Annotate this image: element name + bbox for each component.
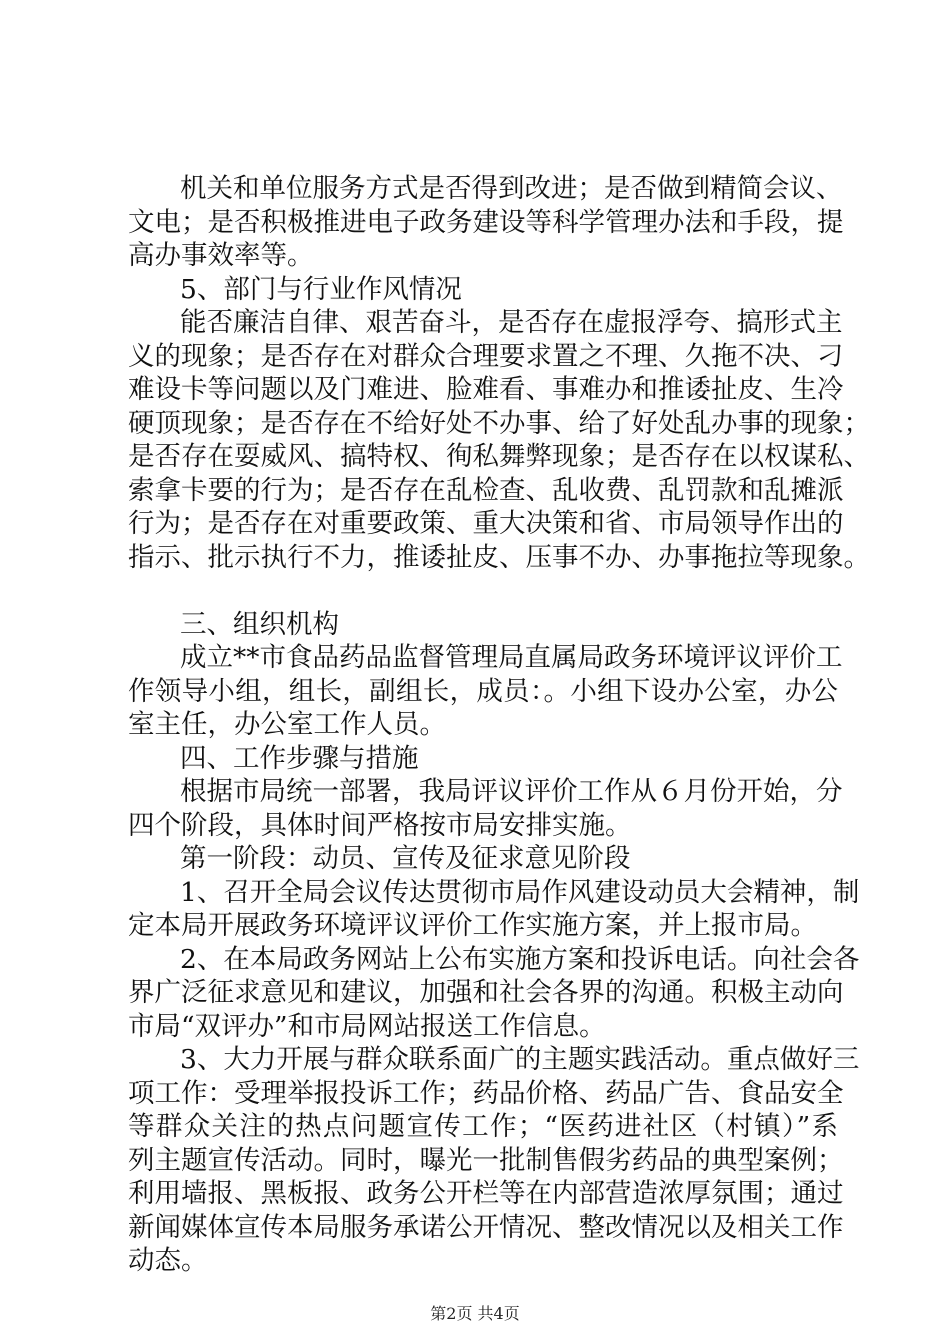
paragraph-line: 高办事效率等。 [128,240,314,271]
paragraph-line: 2、在本局政务网站上公布实施方案和投诉电话。向社会各 [180,943,860,975]
paragraph-line: 市局“双评办”和市局网站报送工作信息。 [128,1010,606,1042]
paragraph-line: 指示、批示执行不力，推诿扯皮、压事不办、办事拖拉等现象。 [128,541,870,573]
paragraph-line: 义的现象；是否存在对群众合理要求置之不理、久拖不决、刁 [128,340,844,372]
paragraph-line: 四个阶段，具体时间严格按市局安排实施。 [128,809,632,841]
section-heading: 四、工作步骤与措施 [180,742,419,774]
paragraph-line: 是否存在耍威风、搞特权、徇私舞弊现象；是否存在以权谋私、 [128,441,870,472]
paragraph-line: 定本局开展政务环境评议评价工作实施方案，并上报市局。 [128,910,817,941]
section-heading: 三、组织机构 [180,608,339,640]
paragraph-line: 文电；是否积极推进电子政务建设等科学管理办法和手段，提 [128,206,844,238]
paragraph-line: 作领导小组，组长，副组长，成员：。小组下设办公室，办公 [128,675,838,707]
paragraph-line: 室主任，办公室工作人员。 [128,709,446,740]
paragraph-line: 难设卡等问题以及门难进、脸难看、事难办和推诿扯皮、生冷 [128,374,844,405]
paragraph-line: 硬顶现象；是否存在不给好处不办事、给了好处乱办事的现象； [128,407,870,439]
paragraph-line: 界广泛征求意见和建议，加强和社会各界的沟通。积极主动向 [128,977,844,1008]
paragraph-line: 能否廉洁自律、艰苦奋斗，是否存在虚报浮夸、搞形式主 [180,307,843,338]
paragraph-line: 机关和单位服务方式是否得到改进；是否做到精简会议、 [180,173,843,204]
paragraph-line: 成立**市食品药品监督管理局直属局政务环境评议评价工 [180,642,843,673]
paragraph-line: 等群众关注的热点问题宣传工作；“医药进社区（村镇）”系 [128,1111,838,1142]
section-heading: 5、部门与行业作风情况 [180,273,462,305]
blank-line [128,574,838,608]
paragraph-line: 项工作：受理举报投诉工作；药品价格、药品广告、食品安全 [128,1077,844,1109]
document-body [128,172,870,1278]
paragraph-line: 3、大力开展与群众联系面广的主题实践活动。重点做好三 [180,1044,860,1075]
paragraph-line: 索拿卡要的行为；是否存在乱检查、乱收费、乱罚款和乱摊派 [128,474,844,506]
paragraph-line: 利用墙报、黑板报、政务公开栏等在内部营造浓厚氛围；通过 [128,1178,844,1209]
page-number-footer: 第2页 共4页 [430,1304,520,1323]
paragraph-line: 根据市局统一部署，我局评议评价工作从６月份开始，分 [180,776,843,807]
paragraph-line: 列主题宣传活动。同时，曝光一批制售假劣药品的典型案例； [128,1144,844,1176]
paragraph-line: 动态。 [128,1245,208,1276]
section-heading: 第一阶段：动员、宣传及征求意见阶段 [180,843,631,874]
paragraph-line: 1、召开全局会议传达贯彻市局作风建设动员大会精神，制 [180,876,860,908]
paragraph-line: 新闻媒体宣传本局服务承诺公开情况、整改情况以及相关工作 [128,1211,844,1243]
paragraph-line: 行为；是否存在对重要政策、重大决策和省、市局领导作出的 [128,508,844,539]
